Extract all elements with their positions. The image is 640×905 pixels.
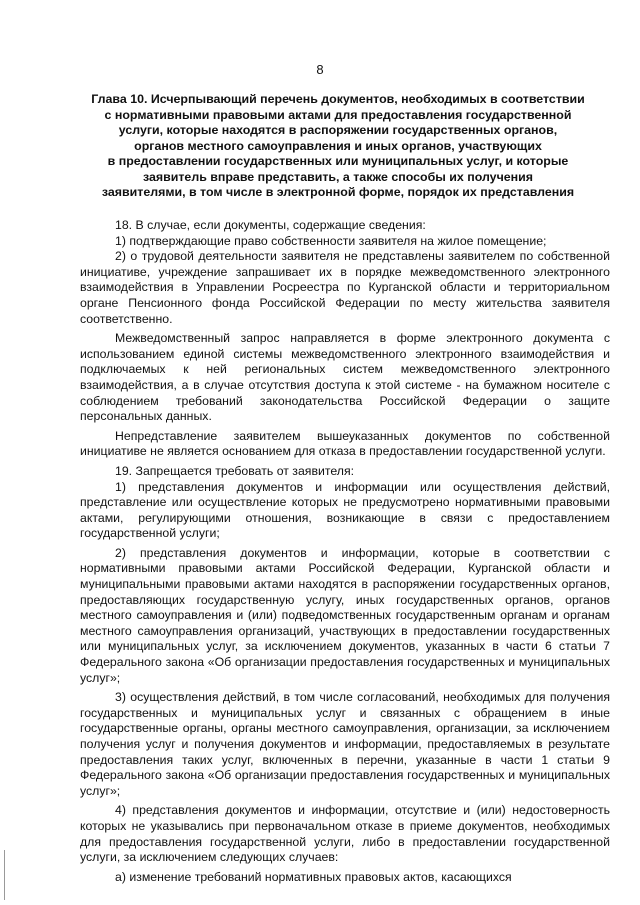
paragraph: 1) представления документов и информации или осуществления действий, представление или осуществление которых не предусмотрено нормативными правовыми актами, регулирующими отношения, возникающие в связи с предоставлением государственной услуги; — [80, 479, 610, 541]
chapter-title — [78, 92, 598, 201]
body-text — [80, 218, 610, 885]
paragraph: Непредставление заявителем вышеуказанных документов по собственной инициативе не является основанием для отказа в предоставлении государственной услуги. — [80, 428, 610, 459]
chapter-title-line: заявитель вправе представить, а также способы их получения — [143, 169, 533, 184]
paragraph: 18. В случае, если документы, содержащие сведения: — [115, 218, 426, 232]
paragraph: 3) осуществления действий, в том числе согласований, необходимых для получения государственных и муниципальных услуг и связанных с обращением в иные государственные органы, органы местного самоуправления, организации, за исключением получения услуг и получения документов и информации, предоставляемых в результате предоставления таких услуг, включенных в перечни, указанные в части 1 статьи 9 Федерального закона «Об организации предоставления государственных и муниципальных услуг»; — [80, 690, 610, 798]
paragraph: 1) подтверждающие право собственности заявителя на жилое помещение; — [115, 233, 547, 248]
chapter-title-line: Глава 10. Исчерпывающий перечень документов, необходимых в соответствии — [91, 92, 585, 106]
paragraph: 19. Запрещается требовать от заявителя: — [115, 463, 355, 478]
paragraph: Межведомственный запрос направляется в форме электронного документа с использованием единой системы межведомственного электронного взаимодействия и подключаемых к ней региональных систем межведомственного электронного взаимодействия, а в случае отсутствия доступа к этой системе - на бумажном носителе с соблюдением требований законодательства Российской Федерации о защите персональных данных. — [80, 331, 610, 424]
chapter-title-line: органов местного самоуправления и иных органов, участвующих — [134, 138, 542, 153]
page-number: 8 — [316, 62, 324, 77]
chapter-title-line: заявителями, в том числе в электронной форме, порядок их представления — [101, 185, 575, 199]
chapter-title-line: в предоставлении государственных или муниципальных услуг, и которые — [107, 154, 569, 168]
paragraph: 2) представления документов и информации, которые в соответствии с нормативными правовыми актами Российской Федерации, Курганской области и муниципальными правовыми актами находятся в распоряжении государственных органов, предоставляющих государственную услугу, иных государственных органов, органов местного самоуправления и (или) подведомственных государственным органам и органам местного самоуправления организаций, участвующих в предоставлении государственных или муниципальных услуг, за исключением документов, указанных в части 6 статьи 7 Федерального закона «Об организации предоставления государственных и муниципальных услуг»; — [80, 545, 610, 685]
chapter-title-line: услуги, которые находятся в распоряжении государственных органов, — [118, 123, 558, 137]
chapter-title-line: с нормативными правовыми актами для предоставления государственной — [104, 107, 572, 122]
paragraph: а) изменение требований нормативных правовых актов, касающихся — [115, 869, 512, 884]
paragraph: 2) о трудовой деятельности заявителя не представлены заявителем по собственной инициативе, учреждение запрашивает их в порядке межведомственного электронного взаимодействия в Управлении Росреестра по Курганской области и территориальном органе Пенсионного фонда Российской Федерации по месту жительства заявителя соответственно. — [80, 249, 610, 326]
paragraph: 4) представления документов и информации, отсутствие и (или) недостоверность которых не указывались при первоначальном отказе в приеме документов, необходимых для предоставления государственной услуги, либо в предоставлении государственной услуги, за исключением следующих случаев: — [80, 803, 610, 865]
scan-margin-line — [4, 850, 5, 900]
